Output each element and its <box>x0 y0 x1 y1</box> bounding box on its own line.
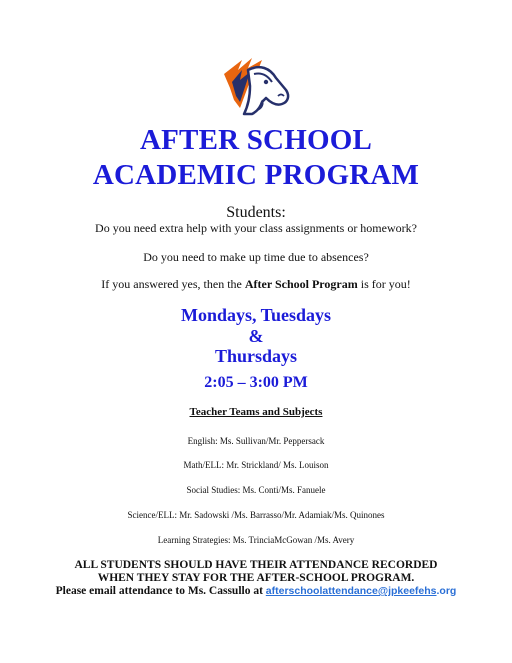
attendance-notice-line-1: ALL STUDENTS SHOULD HAVE THEIR ATTENDANCE RECORDED <box>74 559 438 571</box>
mustang-logo-icon <box>218 52 294 118</box>
teacher-teams-heading: Teacher Teams and Subjects <box>189 406 323 418</box>
question-make-up-time: Do you need to make up time due to absences? <box>143 250 369 264</box>
attendance-email-link[interactable]: afterschoolattendance@jpkeefehs <box>265 585 437 597</box>
schedule-days-line-3: Thursdays <box>214 346 298 366</box>
attendance-email-suffix[interactable]: .org <box>436 585 457 597</box>
title-line-2: ACADEMIC PROGRAM <box>92 159 420 191</box>
schedule-days-ampersand: & <box>248 326 264 346</box>
email-instruction: Please email attendance to Ms. Cassullo at <box>55 585 266 597</box>
schedule-days-line-1: Mondays, Tuesdays <box>180 305 332 325</box>
attendance-notice-line-2: WHEN THEY STAY FOR THE AFTER-SCHOOL PROGRAM. <box>97 572 415 584</box>
team-english: English: Ms. Sullivan/Mr. Peppersack <box>187 436 325 446</box>
question-extra-help: Do you need extra help with your class assignments or homework? <box>95 221 417 235</box>
title-line-1: AFTER SCHOOL <box>139 124 373 156</box>
attendance-email-line <box>0 585 512 598</box>
answer-yes-prefix: If you answered yes, then the <box>101 277 245 291</box>
students-heading: Students: <box>226 204 286 221</box>
question-answer-yes <box>0 277 512 291</box>
schedule-time: 2:05 – 3:00 PM <box>204 374 308 391</box>
team-math-ell: Math/ELL: Mr. Strickland/ Ms. Louison <box>183 460 329 470</box>
program-name-bold: After School Program <box>244 277 358 291</box>
team-social-studies: Social Studies: Ms. Conti/Ms. Fanuele <box>186 485 326 495</box>
answer-yes-suffix: is for you! <box>357 277 411 291</box>
team-science-ell: Science/ELL: Mr. Sadowski /Ms. Barrasso/Mr. Adamiak/Ms. Quinones <box>127 510 385 520</box>
team-learning-strategies: Learning Strategies: Ms. TrinciaMcGowan /Ms. Avery <box>157 535 355 545</box>
